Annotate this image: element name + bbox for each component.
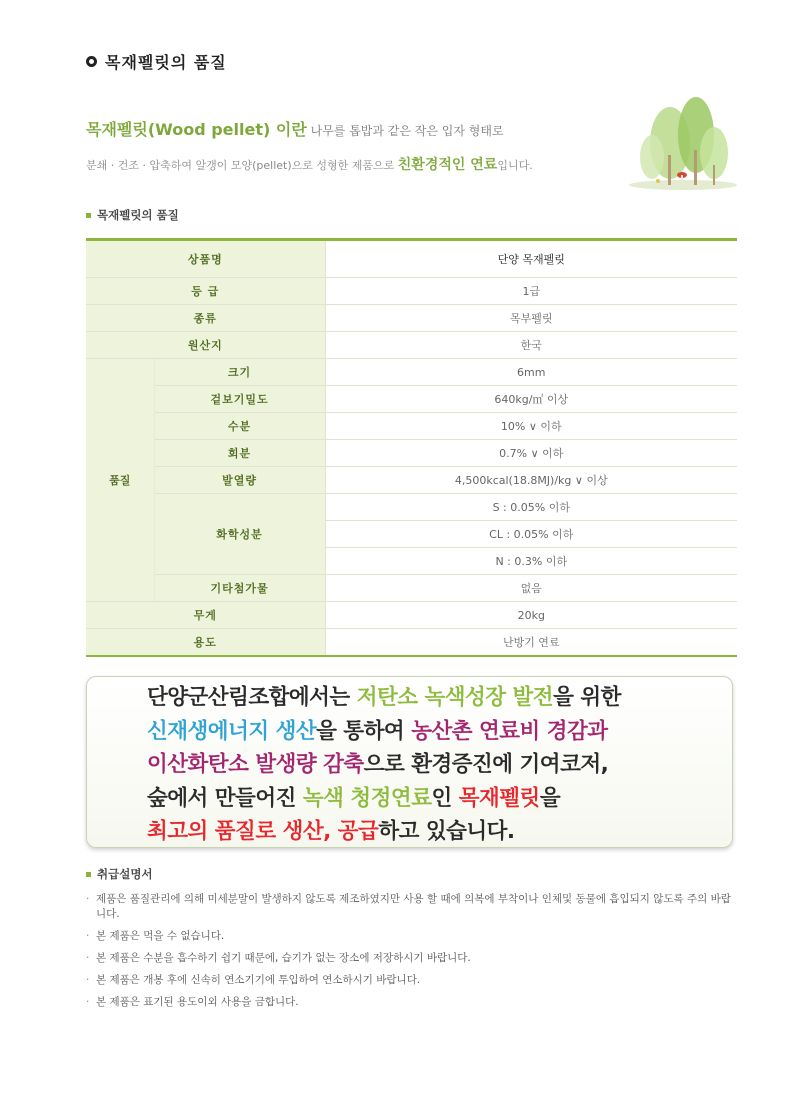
message-box <box>86 676 733 848</box>
density-label: 겉보기밀도 <box>154 386 325 413</box>
page-title-text: 목재펠릿의 품질 <box>105 52 227 72</box>
table-row <box>86 305 737 332</box>
message-line-4 <box>147 782 621 816</box>
additive-label: 기타첨가물 <box>154 575 325 602</box>
table-row <box>86 386 737 413</box>
chemical-s-value: S : 0.05% 이하 <box>325 494 737 521</box>
grade-label: 등 급 <box>86 278 325 305</box>
page-title <box>86 50 227 72</box>
table-row <box>86 359 737 386</box>
table-row <box>86 629 737 657</box>
list-item: · 본 제품은 먹을 수 없습니다. <box>86 929 741 944</box>
message-text: 을 <box>539 785 561 811</box>
size-label: 크기 <box>154 359 325 386</box>
instructions-list <box>86 892 741 1017</box>
message-highlight-red: 최고의 품질로 생산, 공급 <box>147 819 379 844</box>
message-line-3 <box>147 748 621 782</box>
use-value: 난방기 연료 <box>325 629 737 657</box>
product-name-label: 상품명 <box>86 240 325 278</box>
kind-label: 종류 <box>86 305 325 332</box>
tree-illustration-icon <box>628 95 738 190</box>
chemical-n-value: N : 0.3% 이하 <box>325 548 737 575</box>
density-value: 640kg/㎥ 이상 <box>325 386 737 413</box>
list-item: · 본 제품은 개봉 후에 신속히 연소기기에 투입하여 연소하시기 바랍니다. <box>86 973 741 988</box>
table-row <box>86 413 737 440</box>
message-highlight-red: 목재펠릿 <box>458 785 540 811</box>
use-label: 용도 <box>86 629 325 657</box>
message-highlight-magenta: 이산화탄소 발생량 감축 <box>147 752 364 777</box>
origin-label: 원산지 <box>86 332 325 359</box>
table-row <box>86 440 737 467</box>
table-row <box>86 467 737 494</box>
calorific-label: 발열량 <box>154 467 325 494</box>
message-highlight-blue: 신재생에너지 생산 <box>147 718 317 744</box>
table-row <box>86 602 737 629</box>
quality-section-heading <box>86 207 179 223</box>
instructions-heading <box>86 866 153 882</box>
list-item: · 본 제품은 수분을 흡수하기 쉽기 때문에, 습기가 없는 장소에 저장하시기 바랍니다. <box>86 951 741 966</box>
grade-value: 1급 <box>325 278 737 305</box>
moisture-value: 10% ∨ 이하 <box>325 413 737 440</box>
message-text: 을 통하여 <box>316 718 412 744</box>
circle-bullet-icon <box>86 56 97 67</box>
message-highlight-magenta: 농산촌 연료비 경감과 <box>411 718 608 744</box>
table-row <box>86 240 737 278</box>
ash-value: 0.7% ∨ 이하 <box>325 440 737 467</box>
intro-line-2-pre: 분쇄 · 건조 · 압축하여 알갱이 모양(pellet)으로 성형한 제품으로 <box>86 159 398 172</box>
table-row <box>86 575 737 602</box>
calorific-value: 4,500kcal(18.8MJ)/kg ∨ 이상 <box>325 467 737 494</box>
chemical-label: 화학성분 <box>154 494 325 575</box>
message-text: 을 위한 <box>553 685 621 710</box>
quality-section-heading-text: 목재펠릿의 품질 <box>97 208 179 222</box>
instructions-heading-text: 취급설명서 <box>97 867 153 881</box>
message-line-2 <box>147 715 621 749</box>
intro-line-2 <box>86 154 646 174</box>
list-item: · 제품은 품질관리에 의해 미세분말이 발생하지 않도록 제조하였지만 사용 할 때에 의복에 부착이나 인체및 동물에 흡입되지 않도록 주의 바랍니다. <box>86 892 741 922</box>
intro-line-1-rest: 나무를 톱밥과 같은 작은 입자 형태로 <box>306 124 504 138</box>
intro-highlight: 목재펠릿(Wood pellet) 이란 <box>86 120 307 139</box>
message-highlight-green: 저탄소 녹색성장 발전 <box>356 685 554 710</box>
weight-label: 무게 <box>86 602 325 629</box>
quality-spec-table <box>86 238 737 657</box>
intro-text <box>86 117 646 174</box>
kind-value: 목부펠릿 <box>325 305 737 332</box>
message-text: 숲에서 만들어진 <box>147 785 303 811</box>
intro-line-2-post: 입니다. <box>497 159 533 172</box>
intro-line-1 <box>86 117 646 140</box>
message-text: 인 <box>431 785 459 811</box>
square-bullet-icon <box>86 213 91 218</box>
message-line-1 <box>147 681 621 715</box>
quality-group-label: 품질 <box>86 359 154 602</box>
message-text: 으로 환경증진에 기여코저, <box>363 752 609 777</box>
list-item: · 본 제품은 표기된 용도이외 사용을 금합니다. <box>86 995 741 1010</box>
promo-message <box>147 681 621 849</box>
weight-value: 20kg <box>325 602 737 629</box>
moisture-label: 수분 <box>154 413 325 440</box>
table-row <box>86 332 737 359</box>
message-text: 하고 있습니다. <box>378 819 515 844</box>
ash-label: 회분 <box>154 440 325 467</box>
origin-value: 한국 <box>325 332 737 359</box>
product-name-value: 단양 목재펠릿 <box>325 240 737 278</box>
size-value: 6mm <box>325 359 737 386</box>
message-highlight-green: 녹색 청정연료 <box>302 785 432 811</box>
additive-value: 없음 <box>325 575 737 602</box>
message-line-5 <box>147 815 621 849</box>
intro-eco-highlight: 친환경적인 연료 <box>397 157 498 173</box>
chemical-cl-value: CL : 0.05% 이하 <box>325 521 737 548</box>
table-row <box>86 278 737 305</box>
square-bullet-icon <box>86 872 91 877</box>
message-text: 단양군산림조합에서는 <box>147 685 357 710</box>
table-row <box>86 494 737 521</box>
